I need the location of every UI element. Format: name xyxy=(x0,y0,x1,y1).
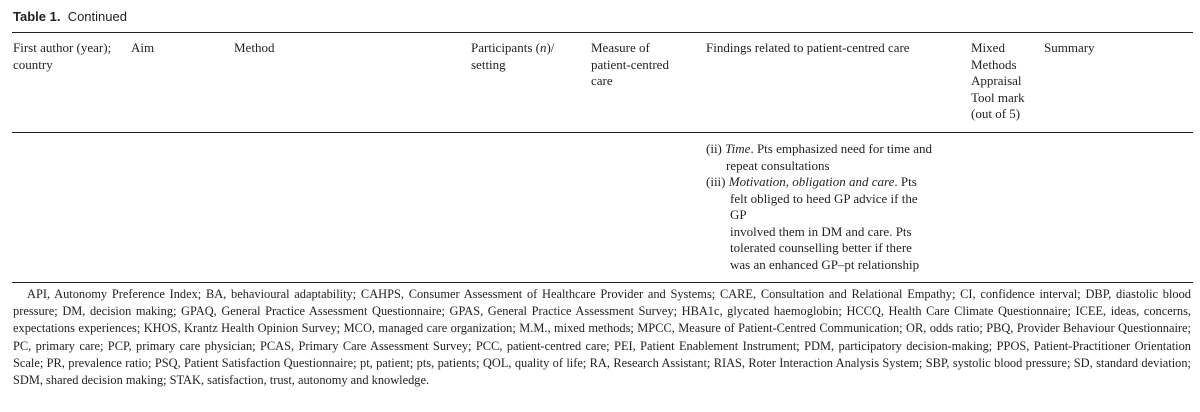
finding-item-motivation xyxy=(706,174,966,273)
finding-text: . Pts emphasized need for time and xyxy=(750,141,933,156)
table-bottom-rule xyxy=(12,282,1193,283)
header-summary: Summary xyxy=(1044,40,1095,55)
table-top-rule xyxy=(12,32,1193,33)
table-title xyxy=(13,9,127,24)
header-findings: Findings related to patient-centred care xyxy=(706,40,910,55)
finding-line: repeat consultations xyxy=(726,157,830,173)
table-label: Table 1. xyxy=(13,9,61,24)
finding-line: tolerated counselling better if there xyxy=(730,240,912,255)
header-measure: Measure of patient-centred care xyxy=(591,40,669,88)
finding-line xyxy=(706,141,966,158)
header-author-country: First author (year); country xyxy=(13,40,112,72)
header-aim: Aim xyxy=(131,40,155,55)
finding-text: . Pts xyxy=(894,174,917,189)
header-mmat-mark: Mixed Methods Appraisal Tool mark (out of 5) xyxy=(971,40,1025,121)
finding-item-time xyxy=(706,141,966,174)
header-participants xyxy=(471,40,586,73)
table-label-suffix: Continued xyxy=(67,9,127,24)
finding-line: GP xyxy=(730,207,747,222)
table-footnote-abbreviations: API, Autonomy Preference Index; BA, behavioural adaptability; CAHPS, Consumer Assessment of Healthcare Provider and Systems; CARE, Consultation and Relational Empathy; CI, confidence interval; DBP, diastolic blood pressure; DM, decision making; GPAQ, General Practice Assessment Questionnaire; GPAS, General Practice Assessment Survey; HBA1c, glycated haemoglobin; HCCQ, Health Care Climate Questionnaire; ICEE, ideas, concerns, expectations experiences; KHOS, Krantz Health Opinion Survey; MCO, managed care organization; M.M., mixed methods; MPCC, Measure of Patient-Centred Communication; OR, odds ratio; PBQ, Provider Behaviour Questionnaire; PC, primary care; PCP, primary care physician; PCAS, Primary Care Assessment Survey; PCC, patient-centred care; PEI, Patient Enablement Instrument; PDM, participatory decision-making; PPOS, Patient-Practitioner Orientation Scale; PR, prevalence ratio; PSQ, Patient Satisfaction Questionnaire; pt, patient; pts, patients; QOL, quality of life; RA, Research Assistant; RIAS, Roter Interaction Analysis System; SBP, systolic blood pressure; SD, standard deviation; SDM, shared decision making; STAK, satisfaction, trust, autonomy and knowledge. xyxy=(13,287,1191,388)
finding-line: felt obliged to heed GP advice if the xyxy=(730,190,918,206)
header-participants-pre: Participants ( xyxy=(471,40,540,55)
finding-line xyxy=(706,174,966,191)
finding-number: (iii) xyxy=(706,174,726,189)
finding-line: involved them in DM and care. Pts xyxy=(730,223,912,239)
header-participants-n: n xyxy=(539,40,547,55)
findings-cell xyxy=(706,141,966,273)
header-method: Method xyxy=(234,40,275,55)
finding-number: (ii) xyxy=(706,141,722,156)
finding-heading: Time xyxy=(725,141,751,156)
header-participants-post: )/ setting xyxy=(471,40,555,72)
finding-line: was an enhanced GP–pt relationship xyxy=(730,256,920,272)
header-bottom-rule xyxy=(12,132,1193,133)
finding-heading: Motivation, obligation and care xyxy=(728,174,895,189)
